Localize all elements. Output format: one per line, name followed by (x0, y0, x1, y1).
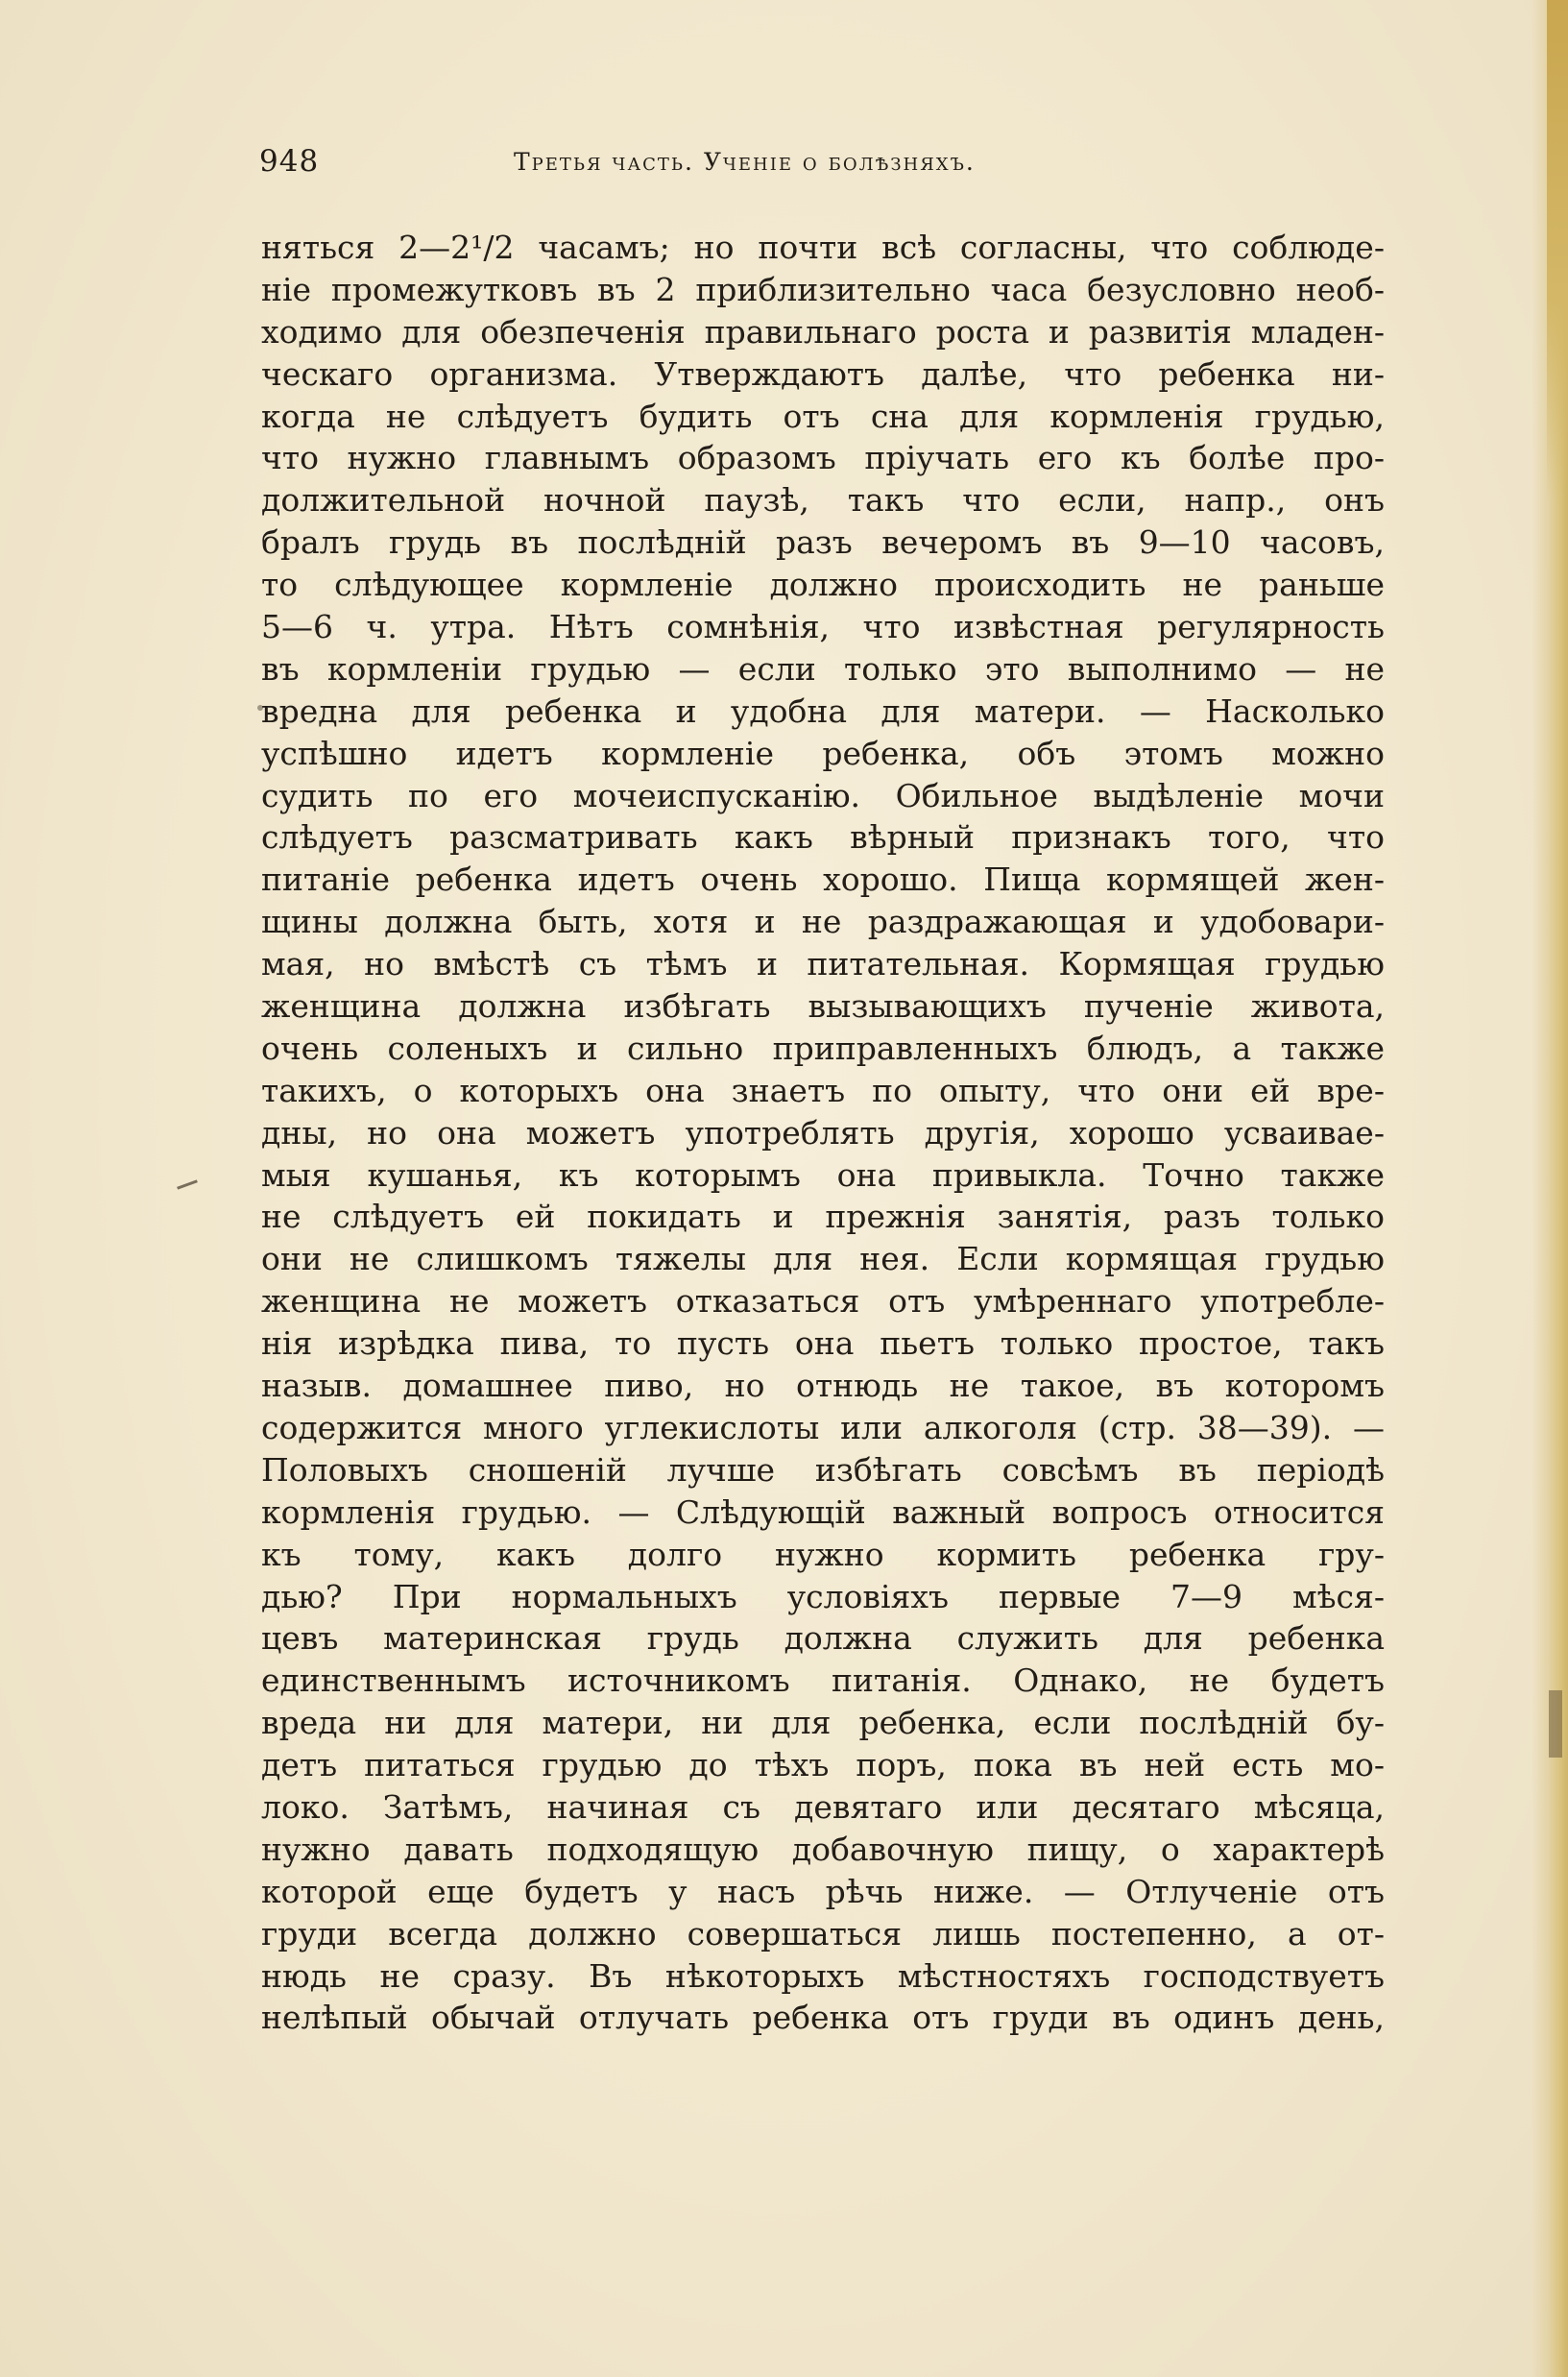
text-line: нія изрѣдка пива, то пусть она пьетъ только простое, такъ (261, 1324, 1385, 1363)
page-edge-mark (1549, 1690, 1562, 1758)
text-line: кормленія грудью. — Слѣдующій важный вопросъ относится (261, 1492, 1385, 1531)
text-line: они не слишкомъ тяжелы для нея. Если кормящая грудью (261, 1240, 1385, 1278)
text-line: нюдь не сразу. Въ нѣкоторыхъ мѣстностяхъ господствуетъ (261, 1956, 1385, 1995)
text-line: мая, но вмѣстѣ съ тѣмъ и питательная. Кормящая грудью (261, 945, 1385, 983)
running-title: Третья часть. Ученіе о болѣзняхъ. (514, 148, 976, 176)
text-line: цевъ материнская грудь должна служить для ребенка (261, 1619, 1385, 1658)
text-line: то слѣдующее кормленіе должно происходить не раньше (261, 566, 1385, 604)
text-line: когда не слѣдуетъ будить отъ сна для кормленія грудью, (261, 397, 1385, 435)
text-line: ходимо для обезпеченія правильнаго роста и развитія младен- (261, 312, 1385, 351)
text-line: груди всегда должно совершаться лишь постепенно, а от- (261, 1914, 1385, 1953)
text-line: успѣшно идетъ кормленіе ребенка, объ этомъ можно (261, 734, 1385, 772)
page-edge-stain (1547, 0, 1568, 499)
text-line: ческаго организма. Утверждаютъ далѣе, что ребенка ни- (261, 354, 1385, 393)
text-line: женщина не можетъ отказаться отъ умѣреннаго употребле- (261, 1282, 1385, 1321)
text-line: локо. Затѣмъ, начиная съ девятаго или десятаго мѣсяца, (261, 1787, 1385, 1826)
text-line: очень соленыхъ и сильно приправленныхъ блюдъ, а также (261, 1029, 1385, 1067)
text-line: вреда ни для матери, ни для ребенка, если послѣдній бу- (261, 1704, 1385, 1742)
text-line: 5—6 ч. утра. Нѣтъ сомнѣнія, что извѣстная регулярность (261, 608, 1385, 646)
text-line: въ кормленіи грудью — если только это выполнимо — не (261, 649, 1385, 688)
text-line: женщина должна избѣгать вызывающихъ пученіе живота, (261, 987, 1385, 1026)
text-line: щины должна быть, хотя и не раздражающая и удобовари- (261, 903, 1385, 941)
text-line: ніе промежутковъ въ 2 приблизительно часа безусловно необ- (261, 270, 1385, 308)
margin-pencil-mark (177, 1179, 198, 1189)
page-header (259, 144, 1402, 192)
text-line: дью? При нормальныхъ условіяхъ первые 7—9 мѣся- (261, 1577, 1385, 1615)
text-line: нужно давать подходящую добавочную пищу, о характерѣ (261, 1830, 1385, 1868)
text-line: къ тому, какъ долго нужно кормить ребенка гру- (261, 1535, 1385, 1573)
text-line: единственнымъ источникомъ питанія. Однако, не будетъ (261, 1661, 1385, 1700)
text-line: судить по его мочеиспусканію. Обильное выдѣленіе мочи (261, 776, 1385, 814)
text-line: мыя кушанья, къ которымъ она привыкла. Точно также (261, 1155, 1385, 1194)
text-line: которой еще будетъ у насъ рѣчь ниже. — Отлученіе отъ (261, 1872, 1385, 1910)
text-line: Половыхъ сношеній лучше избѣгать совсѣмъ въ періодѣ (261, 1450, 1385, 1489)
page-number: 948 (259, 144, 320, 179)
body-text (261, 227, 1385, 2039)
text-line: должительной ночной паузѣ, такъ что если, напр., онъ (261, 481, 1385, 520)
text-line: нелѣпый обычай отлучать ребенка отъ груди въ одинъ день, (261, 1999, 1385, 2037)
text-line: не слѣдуетъ ей покидать и прежнія занятія, разъ только (261, 1198, 1385, 1236)
text-line: няться 2—2¹/2 часамъ; но почти всѣ согласны, что соблюде- (261, 229, 1385, 266)
text-line: детъ питаться грудью до тѣхъ поръ, пока въ ней есть мо- (261, 1746, 1385, 1784)
text-line: содержится много углекислоты или алкоголя (стр. 38—39). — (261, 1408, 1385, 1446)
text-line: дны, но она можетъ употреблять другія, хорошо усваивае- (261, 1113, 1385, 1152)
text-line: такихъ, о которыхъ она знаетъ по опыту, что они ей вре- (261, 1071, 1385, 1109)
text-line: бралъ грудь въ послѣдній разъ вечеромъ въ 9—10 часовъ, (261, 523, 1385, 562)
text-line: слѣдуетъ разсматривать какъ вѣрный признакъ того, что (261, 818, 1385, 857)
text-line: что нужно главнымъ образомъ пріучать его къ болѣе про- (261, 439, 1385, 477)
text-line: питаніе ребенка идетъ очень хорошо. Пища кормящей жен- (261, 861, 1385, 899)
text-line: вредна для ребенка и удобна для матери. — Насколько (261, 691, 1385, 730)
text-line: назыв. домашнее пиво, но отнюдь не такое, въ которомъ (261, 1367, 1385, 1405)
